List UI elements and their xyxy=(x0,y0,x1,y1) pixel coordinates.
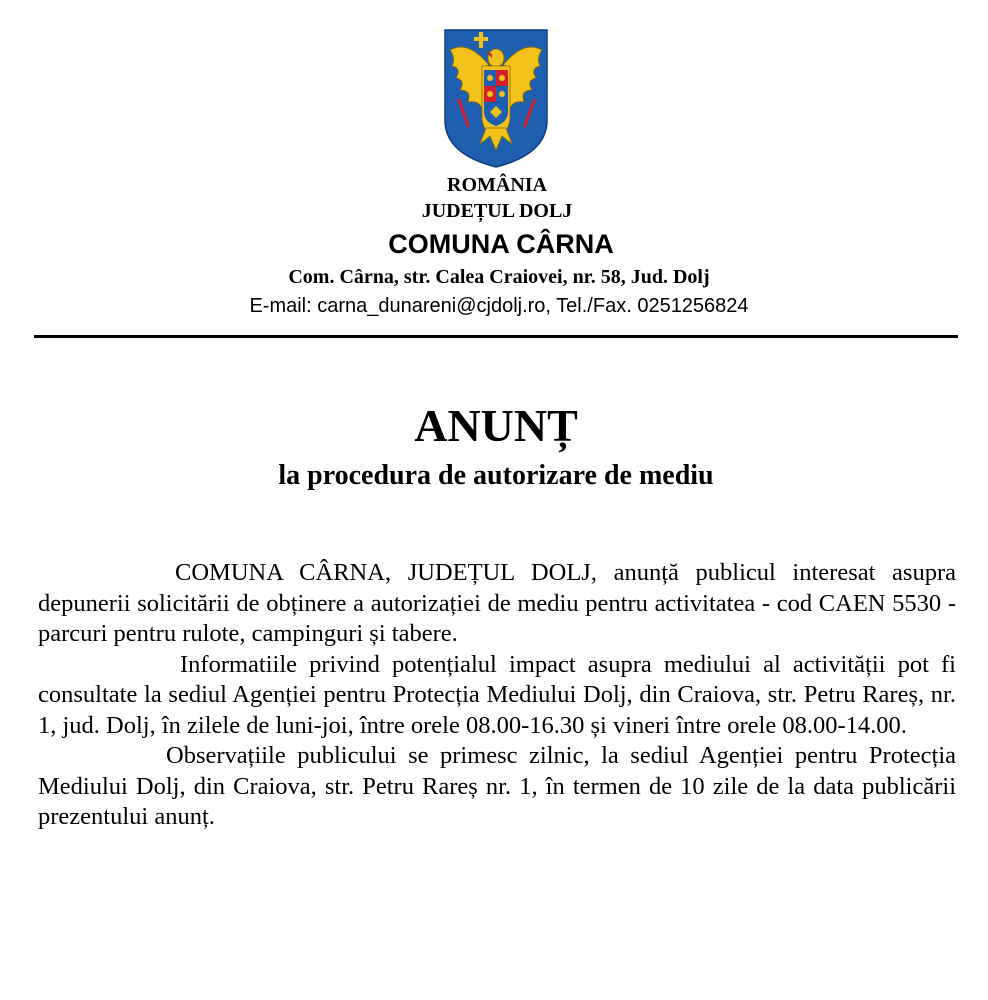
body-paragraph-1: COMUNA CÂRNA, JUDEȚUL DOLJ, anunță publicul interesat asupra depunerii solicitării de obținere a autorizației de mediu pentru activitatea - cod CAEN 5530 - parcuri pentru rulote, campinguri și tabere. xyxy=(38,559,956,647)
header-address: Com. Cârna, str. Calea Craiovei, nr. 58, Jud. Dolj xyxy=(288,266,710,288)
header-county: JUDEȚUL DOLJ xyxy=(421,200,573,222)
page-title: ANUNȚ xyxy=(414,400,578,451)
header-contact: E-mail: carna_dunareni@cjdolj.ro, Tel./Fax. 0251256824 xyxy=(249,295,749,317)
page-subtitle: la procedura de autorizare de mediu xyxy=(278,460,714,491)
body-paragraph-2: Informatiile privind potențialul impact asupra mediului al activității pot fi consultate la sediul Agenției pentru Protecția Mediului Dolj, din Craiova, str. Petru Rareș, nr. 1, jud. Dolj, în zilele de luni-joi, între orele 08.00-16.30 și vineri între orele 08.00-14.00. xyxy=(38,650,956,739)
body-paragraph-3: Observațiile publicului se primesc zilnic, la sediul Agenției pentru Protecția Mediului Dolj, din Craiova, str. Petru Rareș nr. 1, în termen de 10 zile de la data publicării prezentului anunț. xyxy=(38,742,956,830)
romania-coat-of-arms-icon xyxy=(442,28,550,168)
announcement-body xyxy=(38,558,956,833)
header-commune: COMUNA CÂRNA xyxy=(388,229,614,259)
header-divider xyxy=(34,335,958,338)
header-country: ROMÂNIA xyxy=(447,174,547,196)
